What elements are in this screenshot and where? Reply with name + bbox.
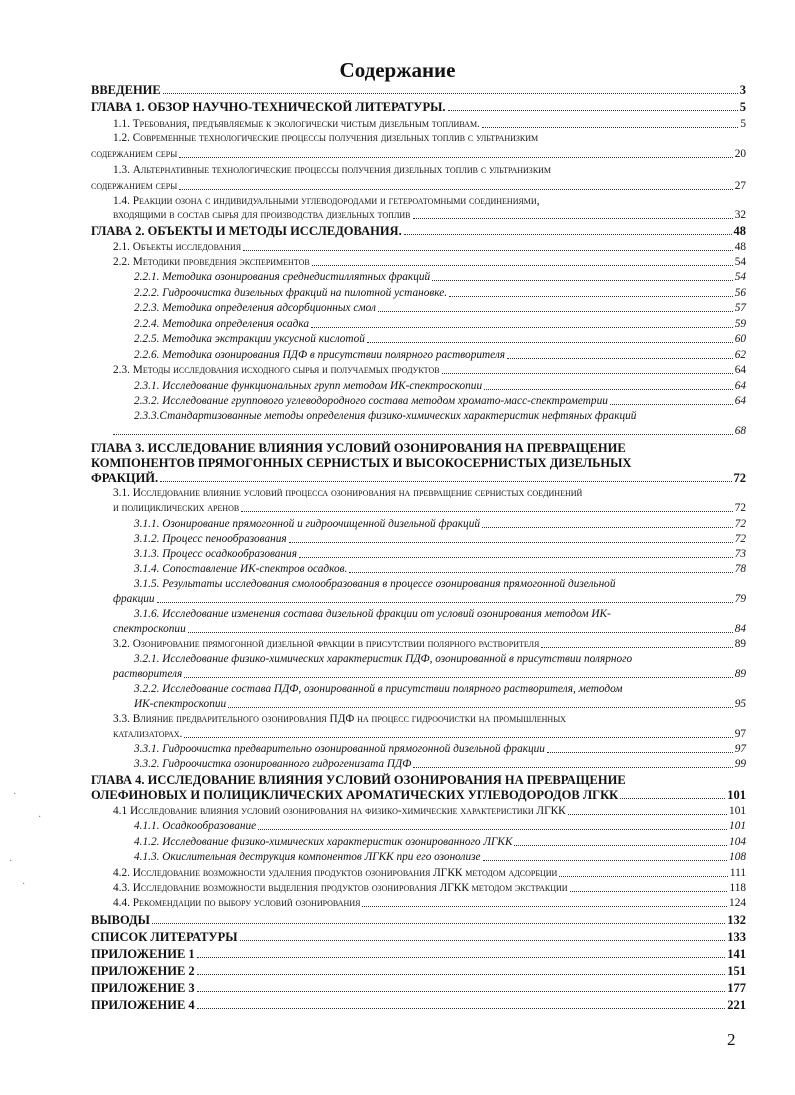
toc-entry-page: 99 bbox=[734, 758, 746, 770]
leader-dots bbox=[610, 393, 733, 405]
toc-entry-label: входящими в состав сырья для производства дизельных топлив bbox=[113, 209, 411, 221]
page-number: 2 bbox=[727, 1030, 736, 1049]
toc-entry-label: спектроскопии bbox=[113, 623, 186, 635]
toc-entry-page: 141 bbox=[727, 947, 746, 961]
toc-entry-4-1[interactable] bbox=[113, 803, 746, 819]
toc-entry-2-2-4[interactable] bbox=[134, 316, 746, 332]
toc-entry-label: содержанием серы bbox=[91, 180, 178, 192]
toc-entry-page: 111 bbox=[729, 867, 746, 879]
toc-entry-page: 101 bbox=[729, 820, 746, 832]
leader-dots bbox=[442, 362, 733, 374]
toc-entry-page: 73 bbox=[734, 548, 746, 560]
toc-entry-page: 177 bbox=[727, 981, 746, 995]
toc-entry-label: ПРИЛОЖЕНИЕ 1 bbox=[91, 947, 195, 961]
leader-dots bbox=[311, 316, 733, 328]
toc-entry-label: растворителя bbox=[113, 668, 183, 680]
leader-dots bbox=[160, 470, 731, 482]
leader-dots bbox=[449, 285, 733, 297]
toc-entry-label: и полициклических аренов bbox=[113, 502, 240, 514]
leader-dots bbox=[507, 347, 733, 359]
toc-entry-2-2-3[interactable] bbox=[134, 300, 746, 316]
toc-entry-label: 3.3.1. Гидроочистка предварительно озонированной прямогонной дизельной фракции bbox=[134, 743, 545, 755]
toc-entry-page: 62 bbox=[734, 349, 746, 361]
toc-entry-label: содержанием серы bbox=[91, 148, 178, 160]
toc-entry-1-3-line1[interactable]: 1.3. Альтернативные технологические процессы получения дизельных топлив с ультранизким bbox=[113, 164, 552, 176]
leader-dots bbox=[568, 803, 727, 815]
toc-entry-label: 3.2. Озонирование прямогонной дизельной фракции в присутствии полярного растворителя bbox=[113, 638, 540, 650]
toc-entry-references[interactable] bbox=[91, 929, 746, 945]
toc-entry-label: 3.3.2. Гидроочистка озонированного гидрогенизата ПДФ bbox=[134, 758, 412, 770]
toc-entry-page: 101 bbox=[729, 805, 746, 817]
leader-dots bbox=[482, 116, 738, 128]
scan-speck: · bbox=[9, 856, 13, 867]
toc-entry-label: 4.2. Исследование возможности удаления продуктов озонирования ЛГКК методом адсорбции bbox=[113, 867, 558, 879]
leader-dots bbox=[367, 331, 733, 343]
toc-entry-label: 4.4. Рекомендации по выбору условий озонирования bbox=[113, 897, 361, 909]
toc-entry-2-2-1[interactable] bbox=[134, 269, 746, 285]
leader-dots bbox=[240, 929, 726, 941]
scan-speck: · bbox=[38, 812, 42, 823]
toc-entry-label: 2.2.2. Гидроочистка дизельных фракций на пилотной установке. bbox=[134, 287, 448, 299]
toc-entry-page: 64 bbox=[734, 380, 746, 392]
toc-entry-appendix-1[interactable] bbox=[91, 946, 746, 962]
toc-entry-page: 56 bbox=[734, 287, 746, 299]
toc-entry-label: ПРИЛОЖЕНИЕ 4 bbox=[91, 998, 195, 1012]
leader-dots bbox=[197, 980, 726, 992]
toc-entry-label: 3.1.4. Сопоставление ИК-спектров осадков. bbox=[134, 563, 348, 575]
leader-dots bbox=[184, 666, 732, 678]
toc-entry-chapter-1[interactable] bbox=[91, 99, 746, 115]
toc-entry-page: 72 bbox=[733, 471, 746, 485]
leader-dots bbox=[448, 99, 738, 111]
leader-dots bbox=[197, 997, 726, 1009]
toc-entry-page: 27 bbox=[734, 180, 746, 192]
toc-entry-4-4[interactable] bbox=[113, 895, 746, 911]
leader-dots bbox=[163, 82, 738, 94]
leader-dots bbox=[620, 787, 725, 799]
leader-dots bbox=[378, 300, 733, 312]
toc-entry-1-2-line1[interactable]: 1.2. Современные технологические процессы получения дизельных топлив с ультранизким bbox=[113, 132, 539, 144]
toc-entry-2-3-3[interactable] bbox=[113, 423, 746, 439]
toc-entry-page: 5 bbox=[740, 118, 746, 130]
toc-entry-4-3[interactable] bbox=[113, 880, 746, 896]
toc-entry-page: 54 bbox=[734, 271, 746, 283]
scan-speck: · bbox=[22, 879, 26, 890]
toc-entry-page: 133 bbox=[727, 930, 746, 944]
toc-entry-2-3-3-line1[interactable]: 2.3.3.Стандартизованные методы определения физико-химических характеристик нефтяных фракций bbox=[134, 410, 637, 422]
leader-dots bbox=[413, 207, 733, 219]
toc-entry-3-1[interactable] bbox=[113, 500, 746, 516]
toc-entry-page: 89 bbox=[734, 638, 746, 650]
toc-entry-label: 2.1. Объекты исследования bbox=[113, 241, 242, 253]
toc-entry-appendix-3[interactable] bbox=[91, 980, 746, 996]
toc-entry-page: 5 bbox=[739, 100, 746, 114]
toc-entry-page: 95 bbox=[734, 698, 746, 710]
toc-entry-label: 4.1.2. Исследование физико-химических характеристик озонированного ЛГКК bbox=[134, 836, 513, 848]
toc-entry-3-1-1[interactable] bbox=[134, 516, 746, 532]
toc-entry-label: 2.2. Методики проведения экспериментов bbox=[113, 256, 310, 268]
leader-dots bbox=[312, 254, 733, 266]
toc-entry-4-2[interactable] bbox=[113, 865, 746, 881]
toc-entry-label: 2.2.5. Методика экстракции уксусной кислотой bbox=[134, 333, 365, 345]
toc-entry-page: 124 bbox=[729, 897, 746, 909]
toc-entry-label: катализаторах. bbox=[113, 728, 183, 740]
toc-entry-page: 118 bbox=[729, 882, 746, 894]
toc-entry-label: 1.1. Требования, предъявляемые к экологически чистым дизельным топливам. bbox=[113, 118, 480, 130]
toc-entry-3-1-5-line1[interactable]: 3.1.5. Результаты исследования смолообразования в процессе озонирования прямогонной дизельной bbox=[134, 578, 616, 590]
toc-entry-page: 72 bbox=[734, 502, 746, 514]
toc-entry-1-2[interactable] bbox=[91, 146, 746, 162]
toc-entry-1-3[interactable] bbox=[91, 178, 746, 194]
toc-entry-appendix-2[interactable] bbox=[91, 963, 746, 979]
toc-entry-1-4-line1[interactable]: 1.4. Реакции озона с индивидуальными углеводородами и гетероатомными соединениями, bbox=[113, 195, 540, 207]
toc-entry-page: 54 bbox=[734, 256, 746, 268]
toc-entry-3-2-2[interactable] bbox=[134, 696, 746, 712]
toc-entry-3-3-2[interactable] bbox=[134, 756, 746, 772]
toc-entry-page: 78 bbox=[734, 563, 746, 575]
toc-entry-label: 2.2.6. Методика озонирования ПДФ в присутствии полярного растворителя bbox=[134, 349, 506, 361]
toc-entry-3-2-2-line1[interactable]: 3.2.2. Исследование состава ПДФ, озонированной в присутствии полярного растворителя, методом bbox=[134, 683, 623, 695]
toc-entry-page: 68 bbox=[734, 425, 746, 437]
leader-dots bbox=[188, 621, 733, 633]
leader-dots bbox=[404, 223, 732, 235]
toc-entry-3-2-1-line1[interactable]: 3.2.1. Исследование физико-химических характеристик ПДФ, озонированной в присутствии полярного bbox=[134, 653, 633, 665]
toc-entry-2-3-1[interactable] bbox=[134, 378, 746, 394]
toc-entry-page: 48 bbox=[734, 241, 746, 253]
toc-entry-chapter-3[interactable] bbox=[91, 470, 746, 486]
toc-entry-label: 2.3.2. Исследование группового углеводородного состава методом хромато-масс-спектрометрии bbox=[134, 395, 608, 407]
toc-entry-page: 48 bbox=[733, 224, 746, 238]
leader-dots bbox=[152, 912, 725, 924]
toc-entry-page: 97 bbox=[734, 743, 746, 755]
leader-dots bbox=[258, 818, 727, 830]
toc-entry-3-2[interactable] bbox=[113, 636, 746, 652]
toc-entry-page: 151 bbox=[727, 964, 746, 978]
toc-entry-label: 2.3.1. Исследование функциональных групп методом ИК-спектроскопии bbox=[134, 380, 483, 392]
toc-entry-label: фракции bbox=[113, 593, 155, 605]
leader-dots bbox=[184, 726, 732, 738]
toc-entry-label: ФРАКЦИЙ. bbox=[91, 471, 159, 485]
leader-dots bbox=[541, 636, 732, 648]
toc-entry-label: 4.3. Исследование возможности выделения продуктов озонирования ЛГКК методом экстракции bbox=[113, 882, 568, 894]
toc-entry-page: 59 bbox=[734, 318, 746, 330]
leader-dots bbox=[243, 239, 733, 251]
toc-entry-3-1-6-line1[interactable]: 3.1.6. Исследование изменения состава дизельной фракции от условий озонирования методом ИК- bbox=[134, 608, 611, 620]
leader-dots bbox=[157, 591, 733, 603]
toc-entry-page: 32 bbox=[734, 209, 746, 221]
toc-entry-label: 2.2.4. Методика определения осадка bbox=[134, 318, 310, 330]
toc-entry-2-2-5[interactable] bbox=[134, 331, 746, 347]
scan-speck: · bbox=[13, 789, 17, 800]
toc-entry-label: ИК-спектроскопии bbox=[134, 698, 227, 710]
leader-dots bbox=[483, 849, 728, 861]
toc-entry-label: ПРИЛОЖЕНИЕ 2 bbox=[91, 964, 195, 978]
leader-dots bbox=[432, 269, 733, 281]
toc-entry-label: СПИСОК ЛИТЕРАТУРЫ bbox=[91, 930, 238, 944]
toc-entry-page: 101 bbox=[727, 788, 746, 802]
toc-entry-page: 104 bbox=[729, 836, 746, 848]
leader-dots bbox=[299, 546, 733, 558]
leader-dots bbox=[113, 423, 733, 435]
toc-entry-appendix-4[interactable] bbox=[91, 997, 746, 1013]
toc-entry-2-3-2[interactable] bbox=[134, 393, 746, 409]
leader-dots bbox=[362, 895, 727, 907]
toc-entry-chapter-3-line1[interactable]: ГЛАВА 3. ИССЛЕДОВАНИЕ ВЛИЯНИЯ УСЛОВИЙ ОЗОНИРОВАНИЯ НА ПРЕВРАЩЕНИЕ bbox=[91, 441, 626, 455]
toc-entry-page: 64 bbox=[734, 395, 746, 407]
toc-entry-conclusions[interactable] bbox=[91, 912, 746, 928]
toc-entry-3-1-4[interactable] bbox=[134, 561, 746, 577]
toc-entry-introduction[interactable] bbox=[91, 82, 746, 98]
toc-entry-page: 97 bbox=[734, 728, 746, 740]
toc-entry-chapter-4-line1[interactable]: ГЛАВА 4. ИССЛЕДОВАНИЕ ВЛИЯНИЯ УСЛОВИЙ ОЗОНИРОВАНИЯ НА ПРЕВРАЩЕНИЕ bbox=[91, 773, 626, 787]
toc-entry-3-1-5[interactable] bbox=[113, 591, 746, 607]
toc-entry-4-1-3[interactable] bbox=[134, 849, 746, 865]
toc-entry-chapter-3-line2[interactable]: КОМПОНЕНТОВ ПРЯМОГОННЫХ СЕРНИСТЫХ И ВЫСОКОСЕРНИСТЫХ ДИЗЕЛЬНЫХ bbox=[91, 456, 632, 470]
toc-entry-page: 57 bbox=[734, 302, 746, 314]
toc-entry-page: 221 bbox=[727, 998, 746, 1012]
toc-entry-label: ОЛЕФИНОВЫХ И ПОЛИЦИКЛИЧЕСКИХ АРОМАТИЧЕСКИХ УГЛЕВОДОРОДОВ ЛГКК bbox=[91, 788, 619, 802]
toc-entry-3-1-line1[interactable]: 3.1. Исследование влияние условий процесса озонирования на превращение сернистых соединений bbox=[113, 487, 583, 499]
leader-dots bbox=[482, 516, 733, 528]
toc-entry-label: 2.2.1. Методика озонирования среднедистиллятных фракций bbox=[134, 271, 431, 283]
leader-dots bbox=[570, 880, 728, 892]
toc-entry-page: 108 bbox=[729, 851, 746, 863]
toc-entry-page: 72 bbox=[734, 518, 746, 530]
toc-entry-page: 64 bbox=[734, 364, 746, 376]
leader-dots bbox=[484, 378, 733, 390]
toc-entry-page: 84 bbox=[734, 623, 746, 635]
leader-dots bbox=[241, 500, 733, 512]
leader-dots bbox=[179, 178, 733, 190]
toc-entry-label: ВЫВОДЫ bbox=[91, 913, 150, 927]
leader-dots bbox=[228, 696, 733, 708]
toc-entry-4-1-1[interactable] bbox=[134, 818, 746, 834]
toc-entry-label: ГЛАВА 1. ОБЗОР НАУЧНО-ТЕХНИЧЕСКОЙ ЛИТЕРАТУРЫ. bbox=[91, 100, 446, 114]
leader-dots bbox=[559, 865, 728, 877]
toc-entry-2-3[interactable] bbox=[113, 362, 746, 378]
toc-entry-page: 132 bbox=[727, 913, 746, 927]
toc-entry-2-2-6[interactable] bbox=[134, 347, 746, 363]
toc-entry-3-2-1[interactable] bbox=[113, 666, 746, 682]
toc-entry-page: 3 bbox=[739, 83, 746, 97]
toc-entry-page: 60 bbox=[734, 333, 746, 345]
leader-dots bbox=[547, 741, 733, 753]
toc-entry-chapter-4[interactable] bbox=[91, 787, 746, 803]
leader-dots bbox=[289, 531, 733, 543]
toc-entry-label: 4.1.3. Окислительная деструкция компонентов ЛГКК при его озонолизе bbox=[134, 851, 481, 863]
toc-entry-3-3-line1[interactable]: 3.3. Влияние предварительного озонирования ПДФ на процесс гидроочистки на промышленных bbox=[113, 713, 566, 725]
toc-entry-3-1-6[interactable] bbox=[113, 621, 746, 637]
toc-entry-label: 2.2.3. Методика определения адсорбционных смол bbox=[134, 302, 376, 314]
toc-entry-2-2[interactable] bbox=[113, 254, 746, 270]
toc-entry-4-1-2[interactable] bbox=[134, 834, 746, 850]
toc-entry-page: 72 bbox=[734, 533, 746, 545]
toc-entry-3-1-3[interactable] bbox=[134, 546, 746, 562]
toc-entry-page: 20 bbox=[734, 148, 746, 160]
toc-entry-page: 89 bbox=[734, 668, 746, 680]
toc-entry-3-3[interactable] bbox=[113, 726, 746, 742]
toc-entry-3-3-1[interactable] bbox=[134, 741, 746, 757]
toc-entry-label: 3.1.3. Процесс осадкообразования bbox=[134, 548, 297, 560]
toc-entry-label: 2.3. Методы исследования исходного сырья и получаемых продуктов bbox=[113, 364, 440, 376]
toc-entry-1-4[interactable] bbox=[113, 207, 746, 223]
toc-entry-page: 79 bbox=[734, 593, 746, 605]
toc-entry-label: 3.1.2. Процесс пенообразования bbox=[134, 533, 287, 545]
leader-dots bbox=[197, 963, 726, 975]
toc-entry-label: 3.1.1. Озонирование прямогонной и гидроочищенной дизельной фракций bbox=[134, 518, 480, 530]
toc-entry-chapter-2[interactable] bbox=[91, 223, 746, 239]
toc-entry-label: ГЛАВА 2. ОБЪЕКТЫ И МЕТОДЫ ИССЛЕДОВАНИЯ. bbox=[91, 224, 402, 238]
toc-entry-3-1-2[interactable] bbox=[134, 531, 746, 547]
toc-entry-label: ВВЕДЕНИЕ bbox=[91, 83, 161, 97]
toc-entry-2-1[interactable] bbox=[113, 239, 746, 255]
toc-entry-2-2-2[interactable] bbox=[134, 285, 746, 301]
leader-dots bbox=[179, 146, 733, 158]
leader-dots bbox=[514, 834, 727, 846]
toc-entry-label: 4.1 Исследование влияния условий озонирования на физико-химические характеристики ЛГКК bbox=[113, 805, 566, 817]
page-title: Содержание bbox=[339, 58, 456, 82]
toc-entry-label: 4.1.1. Осадкообразование bbox=[134, 820, 257, 832]
leader-dots bbox=[349, 561, 732, 573]
leader-dots bbox=[197, 946, 726, 958]
leader-dots bbox=[413, 756, 732, 768]
toc-entry-label: ПРИЛОЖЕНИЕ 3 bbox=[91, 981, 195, 995]
